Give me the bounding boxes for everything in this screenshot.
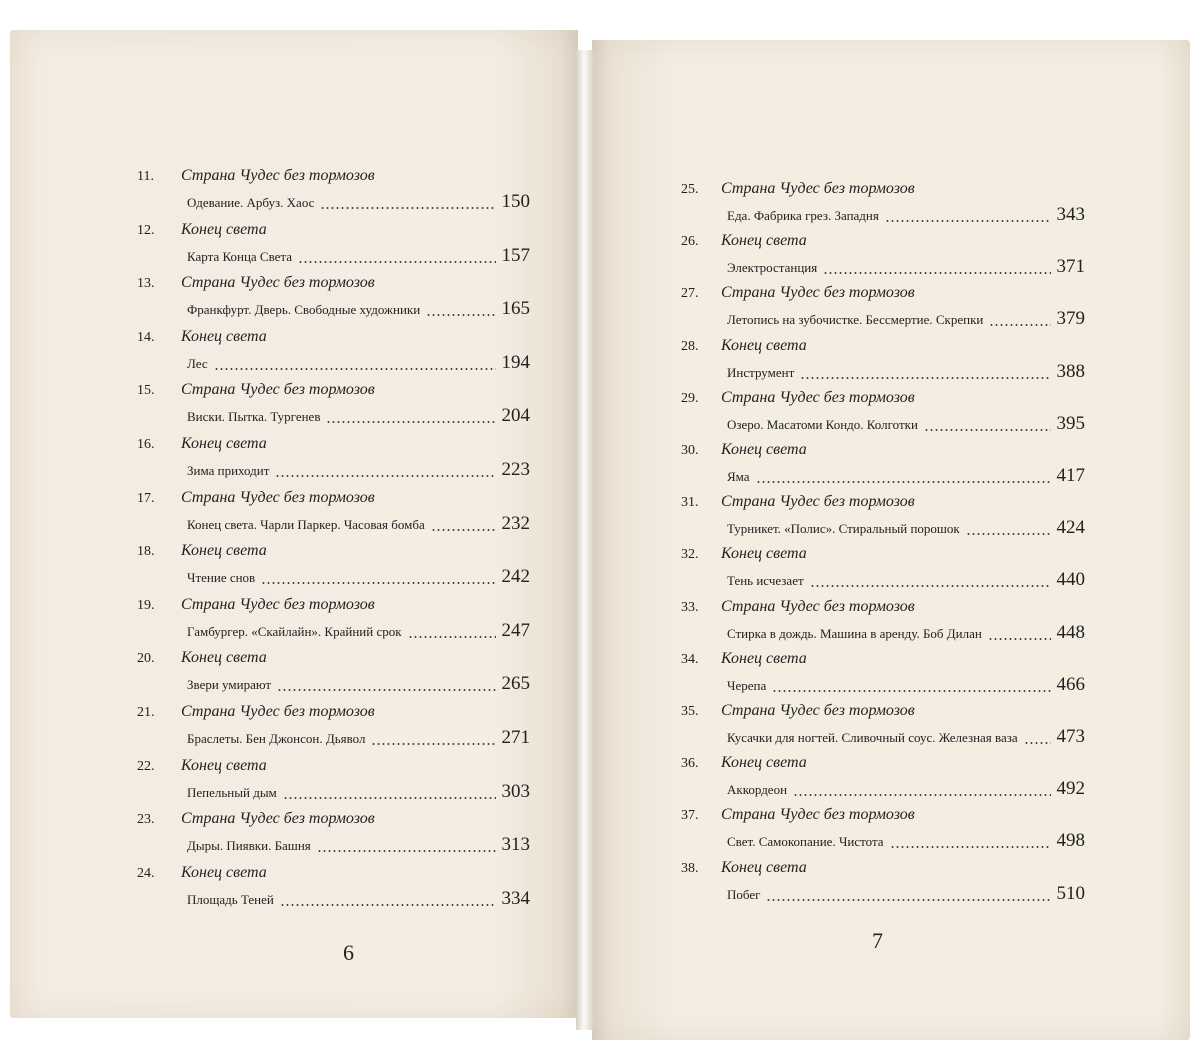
page-reference: 388 — [1056, 361, 1085, 382]
page-reference: 417 — [1056, 465, 1085, 486]
chapter-subtitle: Стирка в дождь. Машина в аренду. Боб Дилан — [727, 626, 982, 641]
chapter-number: 21. — [137, 705, 155, 720]
chapter-number: 36. — [681, 756, 699, 771]
dot-leader — [810, 585, 1051, 587]
chapter-number: 25. — [681, 182, 699, 197]
page-reference: 157 — [501, 245, 530, 266]
page-reference: 265 — [501, 673, 530, 694]
toc-entry — [0, 600, 1200, 644]
chapter-title: Конец света — [181, 649, 267, 666]
page-reference: 510 — [1056, 883, 1085, 904]
chapter-title: Страна Чудес без тормозов — [721, 598, 915, 615]
chapter-subtitle: Еда. Фабрика грез. Западня — [727, 208, 879, 223]
page-reference: 247 — [501, 620, 530, 641]
chapter-title: Конец света — [721, 859, 807, 876]
chapter-subtitle: Электростанция — [727, 260, 818, 275]
toc-entry — [0, 704, 1200, 748]
dot-leader — [924, 429, 1051, 431]
chapter-title: Конец света — [181, 435, 267, 452]
chapter-number: 18. — [137, 544, 155, 559]
page-reference: 498 — [1056, 830, 1085, 851]
chapter-title: Конец света — [181, 221, 267, 238]
dot-leader — [800, 377, 1051, 379]
dot-leader — [823, 272, 1051, 274]
page-reference: 334 — [501, 888, 530, 909]
dot-leader — [966, 533, 1051, 535]
page-reference: 473 — [1056, 726, 1085, 747]
chapter-subtitle: Инструмент — [727, 365, 795, 380]
chapter-number: 19. — [137, 598, 155, 613]
chapter-title: Конец света — [721, 232, 807, 249]
page-reference: 379 — [1056, 308, 1085, 329]
dot-leader — [793, 794, 1051, 796]
page-reference: 313 — [501, 834, 530, 855]
chapter-subtitle: Одевание. Арбуз. Хаос — [187, 195, 315, 210]
chapter-title: Страна Чудес без тормозов — [181, 274, 375, 291]
page-reference: 204 — [501, 405, 530, 426]
chapter-number: 17. — [137, 491, 155, 506]
page-reference: 194 — [501, 352, 530, 373]
chapter-title: Страна Чудес без тормозов — [721, 806, 915, 823]
chapter-number: 38. — [681, 861, 699, 876]
chapter-number: 15. — [137, 383, 155, 398]
chapter-number: 22. — [137, 759, 155, 774]
chapter-title: Страна Чудес без тормозов — [181, 596, 375, 613]
toc-entry — [0, 443, 1200, 487]
page-reference: 395 — [1056, 413, 1085, 434]
toc-entry — [0, 339, 1200, 383]
page-reference: 371 — [1056, 256, 1085, 277]
page-reference: 165 — [501, 298, 530, 319]
left-page-number: 6 — [343, 940, 354, 965]
chapter-number: 16. — [137, 437, 155, 452]
dot-leader — [756, 481, 1051, 483]
dot-leader — [885, 220, 1051, 222]
chapter-number: 30. — [681, 443, 699, 458]
toc-entry — [0, 182, 1200, 226]
chapter-number: 12. — [137, 223, 155, 238]
chapter-title: Страна Чудес без тормозов — [721, 284, 915, 301]
chapter-title: Конец света — [181, 542, 267, 559]
page-reference: 466 — [1056, 674, 1085, 695]
chapter-title: Страна Чудес без тормозов — [181, 703, 375, 720]
chapter-title: Конец света — [721, 337, 807, 354]
chapter-subtitle: Турникет. «Полис». Стиральный порошок — [727, 521, 960, 536]
toc-entry — [0, 861, 1200, 905]
chapter-subtitle: Площадь Теней — [187, 892, 274, 907]
chapter-subtitle: Виски. Пытка. Тургенев — [187, 409, 321, 424]
chapter-subtitle: Конец света. Чарли Паркер. Часовая бомба — [187, 517, 425, 532]
page-reference: 448 — [1056, 622, 1085, 643]
toc-entry — [0, 756, 1200, 800]
chapter-subtitle: Звери умирают — [187, 677, 272, 692]
dot-leader — [766, 899, 1051, 901]
toc-entry — [0, 495, 1200, 539]
page-reference: 343 — [1056, 204, 1085, 225]
chapter-subtitle: Кусачки для ногтей. Сливочный соус. Железная ваза — [727, 730, 1018, 745]
chapter-number: 11. — [137, 169, 154, 184]
chapter-subtitle: Озеро. Масатоми Кондо. Колготки — [727, 417, 918, 432]
chapter-subtitle: Чтение снов — [187, 570, 256, 585]
chapter-number: 26. — [681, 234, 699, 249]
chapter-title: Конец света — [181, 864, 267, 881]
page-reference: 440 — [1056, 569, 1085, 590]
chapter-number: 35. — [681, 704, 699, 719]
chapter-subtitle: Дыры. Пиявки. Башня — [187, 838, 311, 853]
chapter-title: Конец света — [721, 650, 807, 667]
chapter-subtitle: Свет. Самокопание. Чистота — [727, 834, 884, 849]
toc-entry — [0, 391, 1200, 435]
dot-leader — [772, 690, 1051, 692]
chapter-subtitle: Летопись на зубочистке. Бессмертие. Скрепки — [727, 312, 984, 327]
chapter-subtitle: Тень исчезает — [727, 573, 804, 588]
chapter-number: 32. — [681, 547, 699, 562]
chapter-subtitle: Карта Конца Света — [187, 249, 293, 264]
chapter-subtitle: Пепельный дым — [187, 785, 277, 800]
chapter-number: 33. — [681, 600, 699, 615]
page-reference: 424 — [1056, 517, 1085, 538]
toc-entry — [0, 286, 1200, 330]
chapter-title: Страна Чудес без тормозов — [721, 180, 915, 197]
chapter-title: Страна Чудес без тормозов — [721, 702, 915, 719]
page-reference: 303 — [501, 781, 530, 802]
chapter-number: 28. — [681, 339, 699, 354]
toc-entry — [0, 234, 1200, 278]
chapter-number: 27. — [681, 286, 699, 301]
chapter-subtitle: Браслеты. Бен Джонсон. Дьявол — [187, 731, 366, 746]
dot-leader — [890, 846, 1051, 848]
chapter-number: 34. — [681, 652, 699, 667]
page-reference: 232 — [501, 513, 530, 534]
chapter-subtitle: Зима приходит — [187, 463, 270, 478]
chapter-title: Страна Чудес без тормозов — [181, 810, 375, 827]
chapter-subtitle: Лес — [187, 356, 208, 371]
page-reference: 242 — [501, 566, 530, 587]
chapter-title: Страна Чудес без тормозов — [181, 167, 375, 184]
chapter-subtitle: Побег — [727, 887, 761, 902]
chapter-number: 23. — [137, 812, 155, 827]
chapter-number: 20. — [137, 651, 155, 666]
chapter-subtitle: Яма — [727, 469, 750, 484]
chapter-title: Конец света — [181, 757, 267, 774]
chapter-subtitle: Черепа — [727, 678, 767, 693]
chapter-number: 29. — [681, 391, 699, 406]
chapter-title: Страна Чудес без тормозов — [181, 381, 375, 398]
toc-entry — [0, 652, 1200, 696]
chapter-title: Страна Чудес без тормозов — [181, 489, 375, 506]
chapter-title: Страна Чудес без тормозов — [721, 389, 915, 406]
chapter-subtitle: Аккордеон — [727, 782, 788, 797]
right-page-number: 7 — [872, 928, 883, 953]
chapter-title: Конец света — [721, 441, 807, 458]
chapter-title: Конец света — [721, 545, 807, 562]
toc-entry — [0, 547, 1200, 591]
chapter-subtitle: Франкфурт. Дверь. Свободные художники — [187, 302, 421, 317]
toc-entry — [0, 808, 1200, 852]
chapter-number: 14. — [137, 330, 155, 345]
page-reference: 271 — [501, 727, 530, 748]
page-reference: 492 — [1056, 778, 1085, 799]
chapter-number: 37. — [681, 808, 699, 823]
page-reference: 223 — [501, 459, 530, 480]
chapter-number: 13. — [137, 276, 155, 291]
chapter-title: Конец света — [721, 754, 807, 771]
chapter-subtitle: Гамбургер. «Скайлайн». Крайний срок — [187, 624, 402, 639]
page-reference: 150 — [501, 191, 530, 212]
chapter-number: 24. — [137, 866, 155, 881]
chapter-title: Страна Чудес без тормозов — [721, 493, 915, 510]
chapter-title: Конец света — [181, 328, 267, 345]
chapter-number: 31. — [681, 495, 699, 510]
